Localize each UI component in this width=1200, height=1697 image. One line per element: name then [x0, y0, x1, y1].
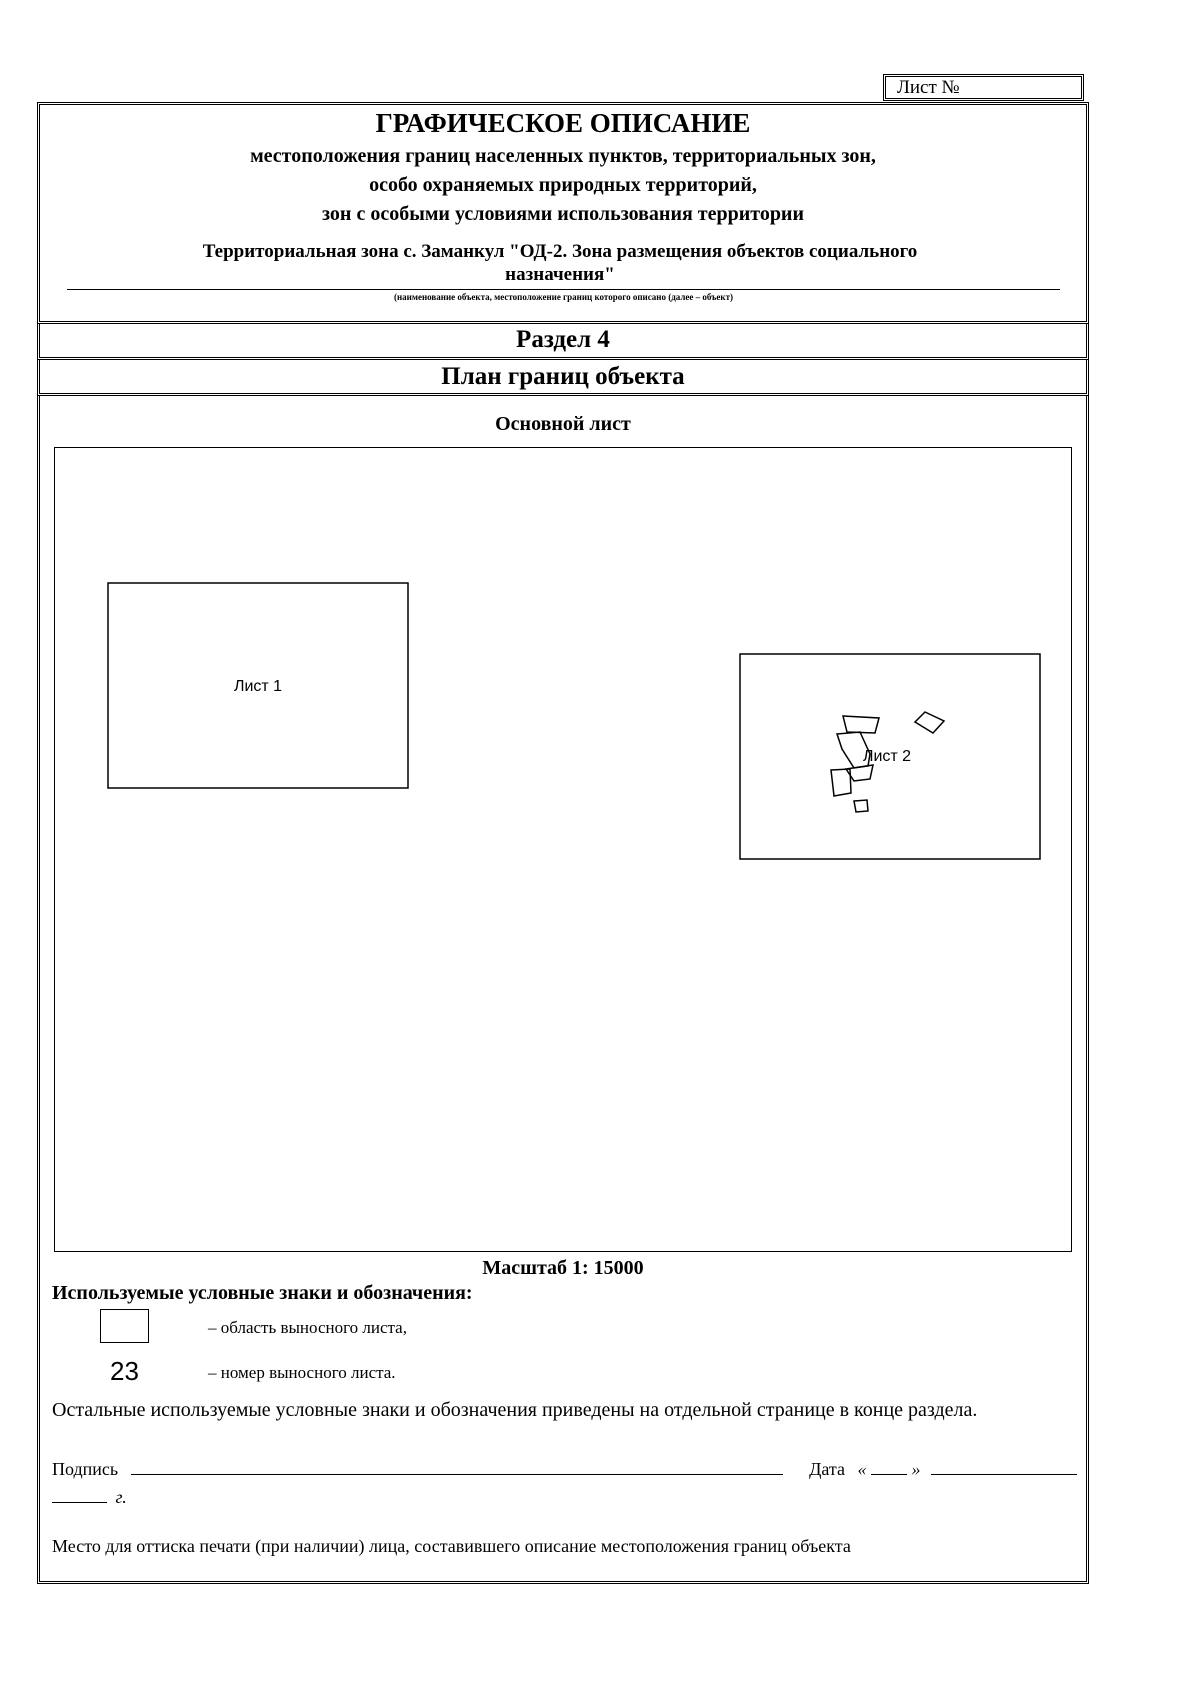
sheet-number-label: Лист №: [897, 77, 960, 98]
legend-sheet-area-symbol: [100, 1309, 149, 1343]
section-title: Раздел 4: [37, 324, 1089, 360]
object-name-caption: (наименование объекта, местоположение границ которого описано (далее – объект): [393, 292, 734, 302]
main-sheet-label: Основной лист: [495, 413, 631, 435]
signature-label: Подпись: [52, 1459, 119, 1479]
plan-title: План границ объекта: [37, 360, 1089, 396]
legend-sheet-area-desc: – область выносного листа,: [208, 1318, 407, 1337]
stamp-place-text: Место для оттиска печати (при наличии) лица, составившего описание местоположения границ объекта: [52, 1536, 851, 1556]
date-year-line: [52, 1484, 107, 1503]
parcel-1: [843, 716, 879, 733]
subtitle-line-1: местоположения границ населенных пунктов, территориальных зон,: [250, 145, 876, 167]
subtitle-line-3: зон с особыми условиями использования территории: [322, 203, 804, 225]
date-label: Дата: [809, 1459, 845, 1479]
object-name-line-2: назначения": [505, 264, 615, 285]
object-name: [110, 240, 1010, 286]
sheet-1-label: Лист 1: [233, 678, 283, 695]
date-close-quote: »: [911, 1459, 921, 1479]
signature-row: [52, 1456, 1077, 1480]
subtitle-line-2: особо охраняемых природных территорий,: [369, 174, 757, 196]
other-legend-note: Остальные используемые условные знаки и обозначения приведены на отдельной странице в конце раздела.: [52, 1399, 978, 1421]
sheet-2-label: Лист 2: [862, 748, 912, 765]
date-day-line: [871, 1456, 907, 1475]
document-title: ГРАФИЧЕСКОЕ ОПИСАНИЕ: [375, 108, 751, 138]
plan-map-drawing: [55, 448, 1073, 1253]
parcel-2: [915, 712, 944, 733]
object-name-underline: [67, 289, 1060, 290]
sheet-number-box: [883, 74, 1084, 101]
year-row: [52, 1484, 127, 1508]
legend-title: Используемые условные знаки и обозначения:: [52, 1282, 473, 1304]
legend-sheet-number-symbol: 23: [110, 1356, 139, 1386]
year-suffix: г.: [115, 1487, 127, 1507]
scale-label: Масштаб 1: 15000: [482, 1257, 644, 1279]
signature-line: [131, 1456, 783, 1475]
object-name-line-1: Территориальная зона с. Заманкул "ОД-2. Зона размещения объектов социального: [202, 241, 918, 262]
document-subtitle: [37, 142, 1089, 229]
date-open-quote: «: [857, 1459, 867, 1479]
date-month-line: [931, 1456, 1077, 1475]
parcel-6: [854, 800, 868, 812]
plan-map: [54, 447, 1072, 1252]
legend-sheet-number-desc: – номер выносного листа.: [208, 1363, 396, 1382]
